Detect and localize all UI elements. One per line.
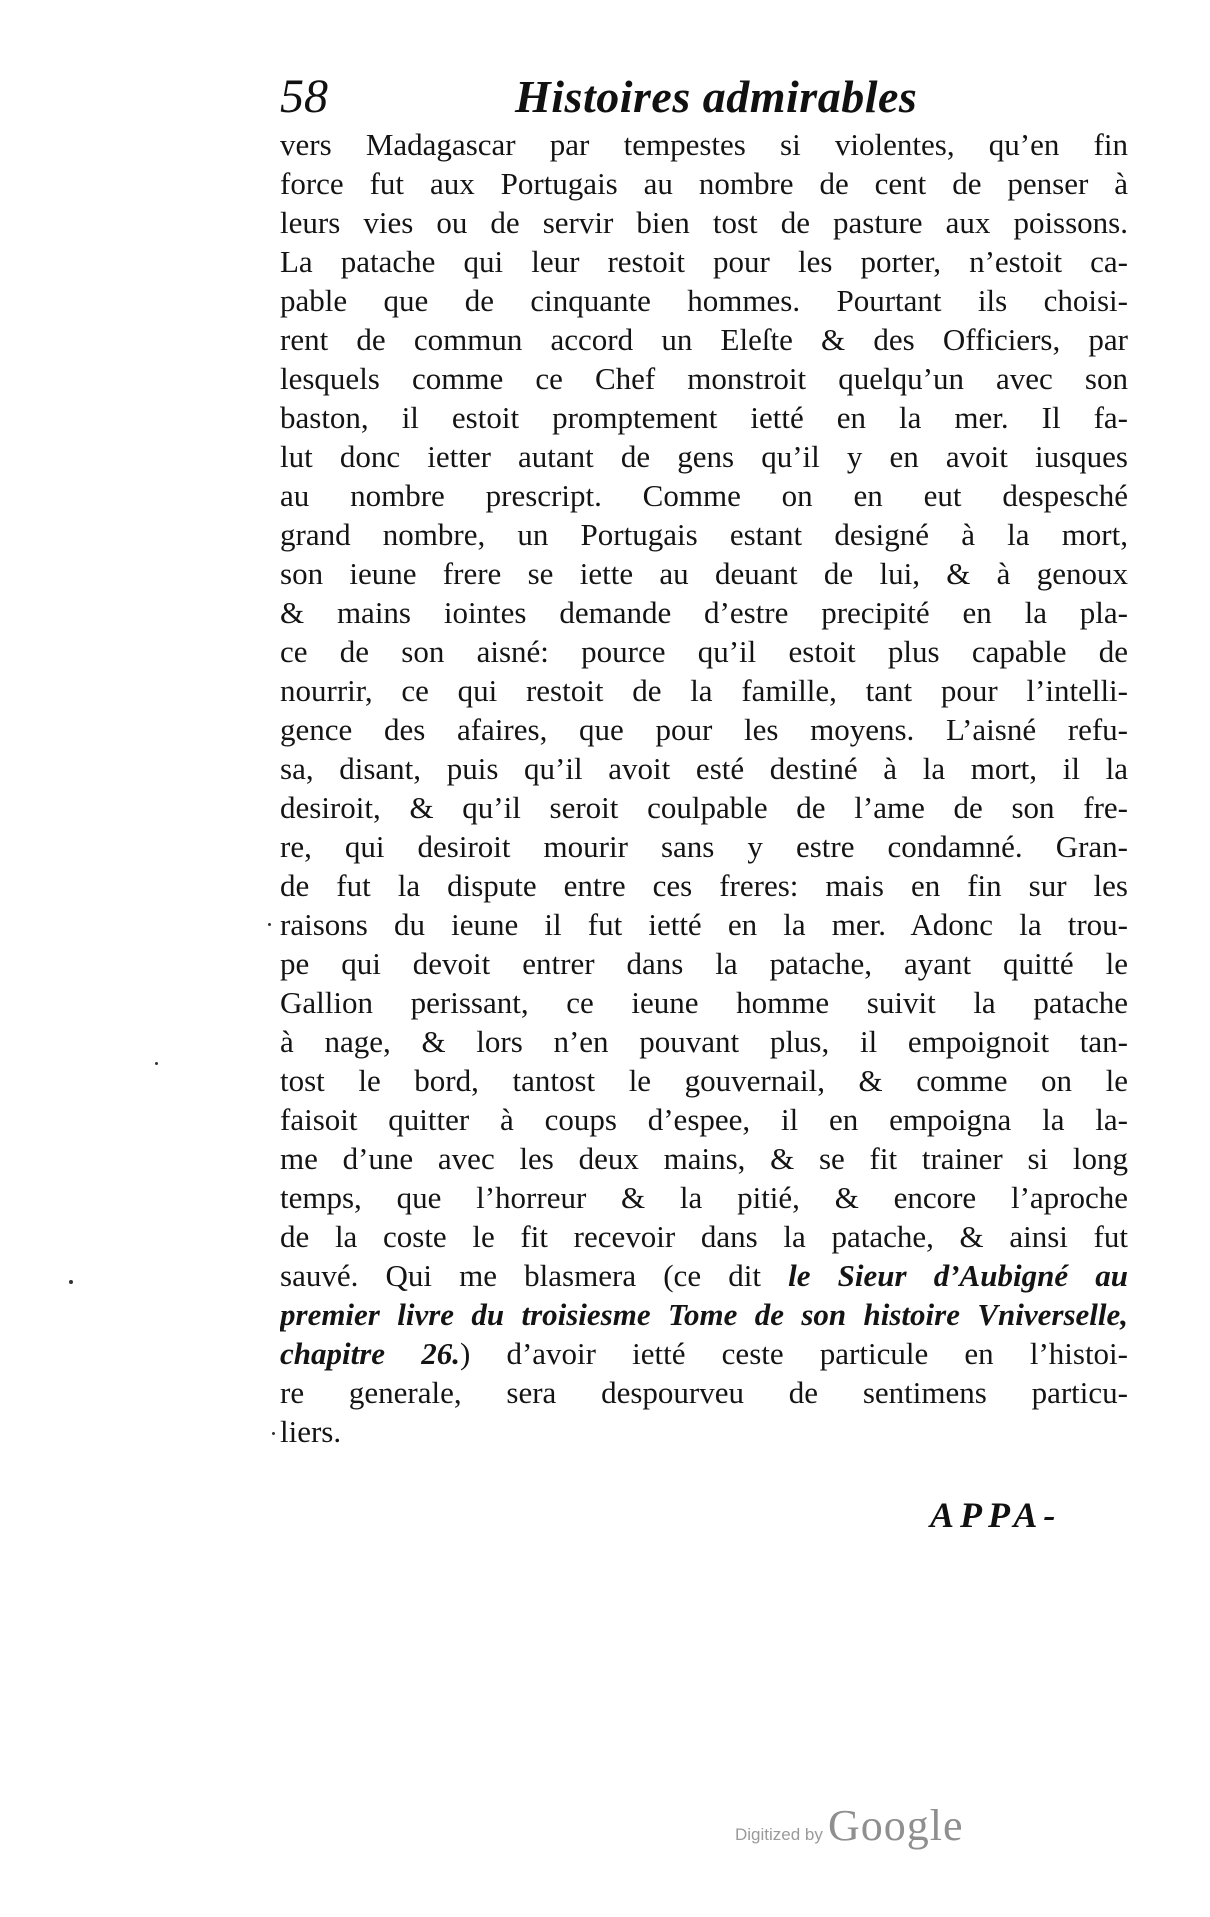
text-line: temps, que l’horreur & la pitié, & encore l’aproche	[280, 1180, 1128, 1215]
text-line: grand nombre, un Portugais estant designé à la mort,	[280, 517, 1128, 552]
text-line: leurs vies ou de servir bien tost de pasture aux poissons.	[280, 205, 1128, 240]
text-line	[280, 1256, 1128, 1295]
ink-speck	[155, 1062, 158, 1065]
text-line: re generale, sera despourveu de sentimens particu-	[280, 1375, 1128, 1410]
text-line: baston, il estoit promptement ietté en la mer. Il fa-	[280, 400, 1128, 435]
text-line: vers Madagascar par tempestes si violentes, qu’en fin	[280, 127, 1128, 162]
text-line	[280, 1334, 1128, 1373]
text-line: pable que de cinquante hommes. Pourtant ils choisi-	[280, 283, 1128, 318]
ink-speck	[272, 1432, 275, 1435]
text-line: ce de son aisné: pource qu’il estoit plus capable de	[280, 634, 1128, 669]
running-head	[280, 62, 1140, 132]
text-line: à nage, & lors n’en pouvant plus, il empoignoit tan-	[280, 1024, 1128, 1059]
text-line: liers.	[280, 1414, 342, 1449]
text-segment: sauvé. Qui me blasmera (ce dit	[280, 1258, 789, 1293]
text-line: de fut la dispute entre ces freres: mais en fin sur les	[280, 868, 1128, 903]
text-line: nourrir, ce qui restoit de la famille, tant pour l’intelli-	[280, 673, 1128, 708]
text-line: me d’une avec les deux mains, & se fit trainer si long	[280, 1141, 1128, 1176]
text-line: pe qui devoit entrer dans la patache, ayant quitté le	[280, 946, 1128, 981]
ink-speck	[268, 923, 271, 926]
text-line: de la coste le fit recevoir dans la patache, & ainsi fut	[280, 1219, 1128, 1254]
text-line: force fut aux Portugais au nombre de cent de penser à	[280, 166, 1128, 201]
text-line: lut donc ietter autant de gens qu’il y en avoit iusques	[280, 439, 1128, 474]
italic-citation: premier livre du troisiesme Tome de son histoire Vniverselle,	[280, 1297, 1128, 1332]
text-line	[280, 1295, 1128, 1334]
italic-citation: le Sieur d’Aubigné au	[788, 1258, 1128, 1293]
text-line: son ieune frere se iette au deuant de lui, & à genoux	[280, 556, 1128, 591]
body-text	[280, 125, 1128, 1451]
text-segment: ) d’avoir ietté ceste particule en l’histoi-	[459, 1336, 1128, 1371]
text-line: lesquels comme ce Chef monstroit quelqu’un avec son	[280, 361, 1128, 396]
text-line: rent de commun accord un Eleſte & des Officiers, par	[280, 322, 1128, 357]
text-line: au nombre prescript. Comme on en eut despesché	[280, 478, 1128, 513]
running-title: Histoires admirables	[515, 71, 918, 122]
text-line: tost le bord, tantost le gouvernail, & comme on le	[280, 1063, 1128, 1098]
catchword: APPA-	[930, 1495, 1062, 1535]
italic-citation: chapitre 26.	[280, 1336, 460, 1371]
text-line: raisons du ieune il fut ietté en la mer. Adonc la trou-	[280, 907, 1128, 942]
page-number: 58	[280, 70, 328, 123]
text-line: gence des afaires, que pour les moyens. L’aisné refu-	[280, 712, 1128, 747]
google-logo: Google	[827, 1801, 964, 1850]
text-line: & mains iointes demande d’estre precipité en la pla-	[280, 595, 1128, 630]
ink-speck	[69, 1280, 73, 1284]
text-line: sa, disant, puis qu’il avoit esté destiné à la mort, il la	[280, 751, 1128, 786]
digitized-watermark	[735, 1800, 964, 1860]
text-line: Gallion perissant, ce ieune homme suivit la patache	[280, 985, 1128, 1020]
text-line: faisoit quitter à coups d’espee, il en empoigna la la-	[280, 1102, 1128, 1137]
text-line: re, qui desiroit mourir sans y estre condamné. Gran-	[280, 829, 1128, 864]
text-line: desiroit, & qu’il seroit coulpable de l’ame de son fre-	[280, 790, 1128, 825]
text-line: La patache qui leur restoit pour les porter, n’estoit ca-	[280, 244, 1128, 279]
watermark-prefix: Digitized by	[735, 1825, 823, 1844]
